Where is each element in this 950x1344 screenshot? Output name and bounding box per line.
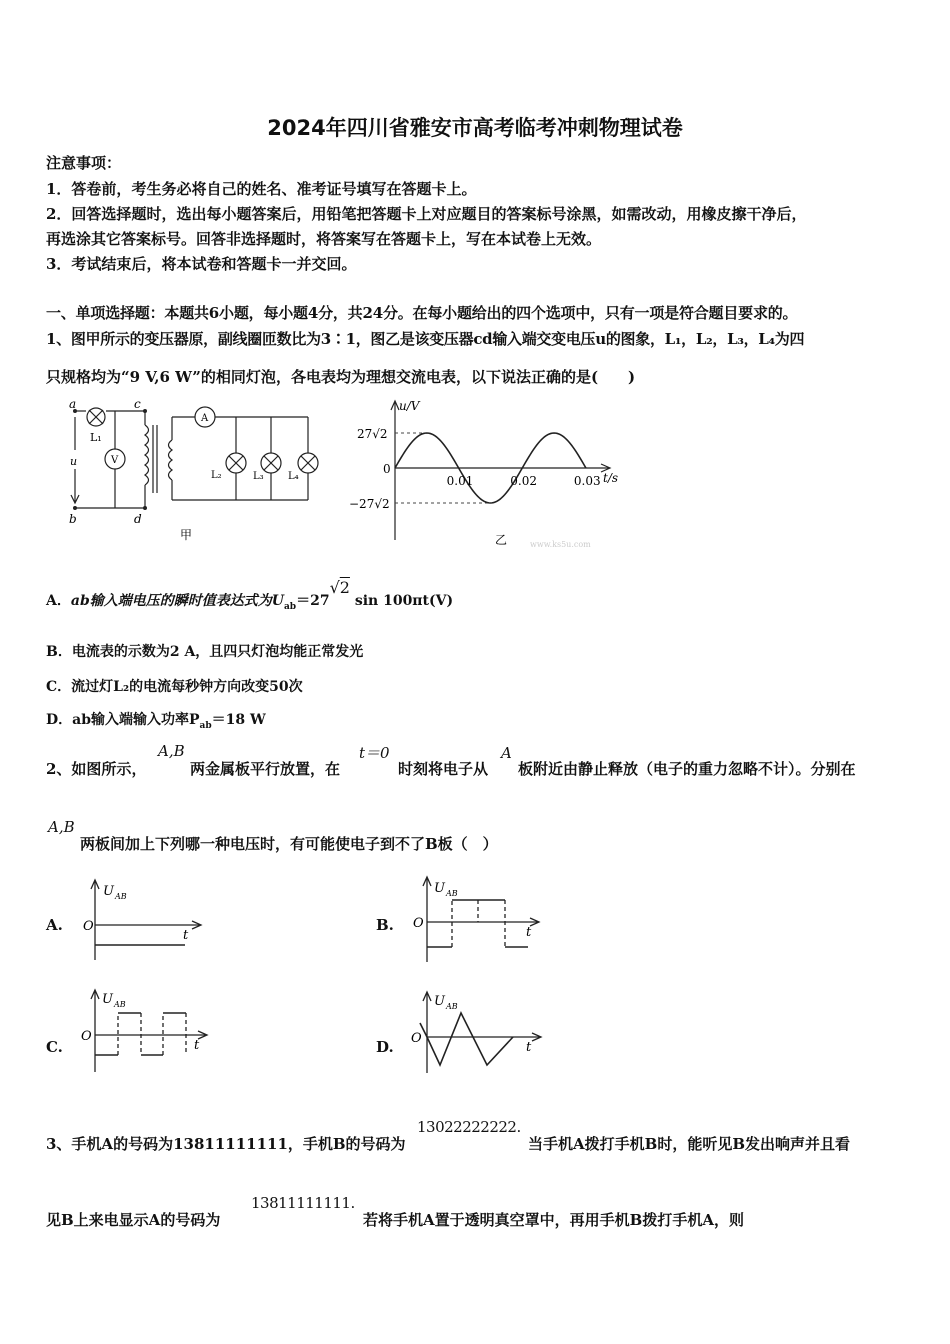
q2-a-ysub: AB <box>115 892 127 901</box>
q1-option-d[interactable] <box>46 709 266 731</box>
q2-c-ysub: AB <box>114 1000 126 1009</box>
L1-label: L₁ <box>90 431 102 444</box>
x-tick-2: 0.02 <box>510 474 537 488</box>
q2-b-origin: O <box>413 916 424 931</box>
q1-option-b[interactable]: B．电流表的示数为2 A，且四只灯泡均能正常发光 <box>46 644 364 660</box>
q2-stem-d: 板附近由静止释放（电子的重力忽略不计）。分别在 <box>518 760 856 778</box>
q2-a-formula: A <box>501 744 512 762</box>
notice-item-2: 2．回答选择题时，选出每小题答案后，用铅笔把答题卡上对应题目的答案标号涂黑，如需改动，用橡皮擦干净后， <box>46 205 807 223</box>
option-a-sub: ab <box>283 601 297 612</box>
x-tick-3: 0.03 <box>573 474 601 488</box>
L4-label: L₄ <box>288 471 299 482</box>
notice-heading: 注意事项： <box>46 154 122 172</box>
q3-stem-b: 当手机A拨打手机B时，能听见B发出响声并且看 <box>528 1135 850 1153</box>
option-a-text: ab输入端电压的瞬时值表达式为U <box>70 593 284 609</box>
q2-stem-line2: 两板间加上下列哪一种电压时，有可能使电子到不了B板（ ） <box>80 835 498 853</box>
q2-option-a-graph[interactable] <box>80 875 210 965</box>
q2-d-yaxis: U <box>434 994 445 1009</box>
watermark: www.ks5u.com <box>530 540 591 549</box>
terminal-b: b <box>69 512 77 526</box>
option-a-label: A． <box>46 593 71 609</box>
q2-option-c-graph[interactable] <box>78 985 213 1075</box>
notice-item-1: 1．答卷前，考生务必将自己的姓名、准考证号填写在答题卡上。 <box>46 180 477 198</box>
q2-ab-formula: A,B <box>158 742 185 760</box>
q2-b-ysub: AB <box>446 889 458 898</box>
q2-d-xaxis: t <box>526 1040 532 1055</box>
option-a-radical: 2 <box>339 578 350 597</box>
q1-stem-line1: 1、图甲所示的变压器原，副线圈匝数比为3∶1，图乙是该变压器cd输入端交变电压u的图象，L₁，L₂，L₃，L₄为四 <box>46 330 805 348</box>
y-axis-label: u/V <box>399 399 420 413</box>
q2-a-yaxis: U <box>103 884 114 899</box>
figure-caption-yi: 乙 <box>495 533 508 547</box>
notice-item-2-cont: 再选涂其它答案标号。回答非选择题时，将答案写在答题卡上，写在本试卷上无效。 <box>46 230 602 248</box>
voltmeter-label: V <box>111 455 119 466</box>
y-tick-bottom: −27√2 <box>349 497 390 511</box>
notice-item-3: 3．考试结束后，将本试卷和答题卡一并交回。 <box>46 255 357 273</box>
option-d-text: D．ab输入端输入功率P <box>46 712 200 728</box>
q2-stem-b: 两金属板平行放置，在 <box>190 760 341 778</box>
y-tick-top: 27√2 <box>357 427 388 441</box>
q2-option-d-label[interactable]: D. <box>376 1038 394 1056</box>
option-d-post: ＝18 W <box>211 712 266 728</box>
q2-b-yaxis: U <box>434 881 445 896</box>
q2-a-xaxis: t <box>183 928 189 943</box>
option-a-mid: ＝27 <box>296 593 330 609</box>
terminal-a: a <box>69 397 77 411</box>
q2-option-b-graph[interactable] <box>410 872 545 967</box>
q1-option-a[interactable]: A．ab输入端电压的瞬时值表达式为$U_{ab}=27√2$ sin 100πt(V) <box>46 578 454 612</box>
q2-b-xaxis: t <box>526 925 532 940</box>
terminal-d: d <box>134 512 142 526</box>
option-a-post: sin 100πt(V) <box>354 593 454 609</box>
x-tick-1: 0.01 <box>446 474 474 488</box>
x-axis-label: t/s <box>603 471 619 485</box>
q2-option-c-label[interactable]: C. <box>46 1038 63 1056</box>
circuit-diagram <box>60 395 335 550</box>
q3-number-b: 13022222222. <box>417 1118 521 1136</box>
q1-option-c[interactable]: C．流过灯L₂的电流每秒钟方向改变50次 <box>46 679 303 695</box>
q2-option-b-label[interactable]: B. <box>376 916 394 934</box>
section-heading: 一、单项选择题：本题共6小题，每小题4分，共24分。在每小题给出的四个选项中，只有一项是符合题目要求的。 <box>46 304 798 322</box>
q2-stem-c: 时刻将电子从 <box>398 760 489 778</box>
u-label: u <box>70 455 78 468</box>
figure-caption-jia: 甲 <box>180 528 193 542</box>
q3-number-a: 13811111111. <box>251 1194 355 1212</box>
q3-stem-line2-b: 若将手机A置于透明真空罩中，再用手机B拨打手机A，则 <box>363 1211 744 1229</box>
q2-stem-a: 2、如图所示， <box>46 760 147 778</box>
option-d-sub: ab <box>199 720 212 731</box>
q2-option-a-label[interactable]: A. <box>46 916 63 934</box>
q2-t0-formula: t＝0 <box>359 744 390 762</box>
q2-c-origin: O <box>81 1029 92 1044</box>
q2-d-origin: O <box>411 1031 422 1046</box>
q2-option-d-graph[interactable] <box>408 987 548 1077</box>
terminal-c: c <box>134 397 141 411</box>
L3-label: L₃ <box>253 471 264 482</box>
q2-a-origin: O <box>83 919 94 934</box>
q3-stem-a: 3、手机A的号码为13811111111，手机B的号码为 <box>46 1135 406 1153</box>
ammeter-label: A <box>201 413 209 424</box>
L2-label: L₂ <box>211 470 222 481</box>
q2-c-xaxis: t <box>194 1038 200 1053</box>
q3-stem-line2-a: 见B上来电显示A的号码为 <box>46 1211 221 1229</box>
q2-c-yaxis: U <box>102 992 113 1007</box>
q2-ab-formula-2: A,B <box>48 818 75 836</box>
q2-d-ysub: AB <box>446 1002 458 1011</box>
voltage-graph <box>345 392 620 552</box>
q1-stem-line2: 只规格均为“9 V,6 W”的相同灯泡，各电表均为理想交流电表，以下说法正确的是( ) <box>46 368 636 386</box>
y-tick-zero: 0 <box>383 462 391 476</box>
page-title: 2024年四川省雅安市高考临考冲刺物理试卷 <box>267 116 683 140</box>
